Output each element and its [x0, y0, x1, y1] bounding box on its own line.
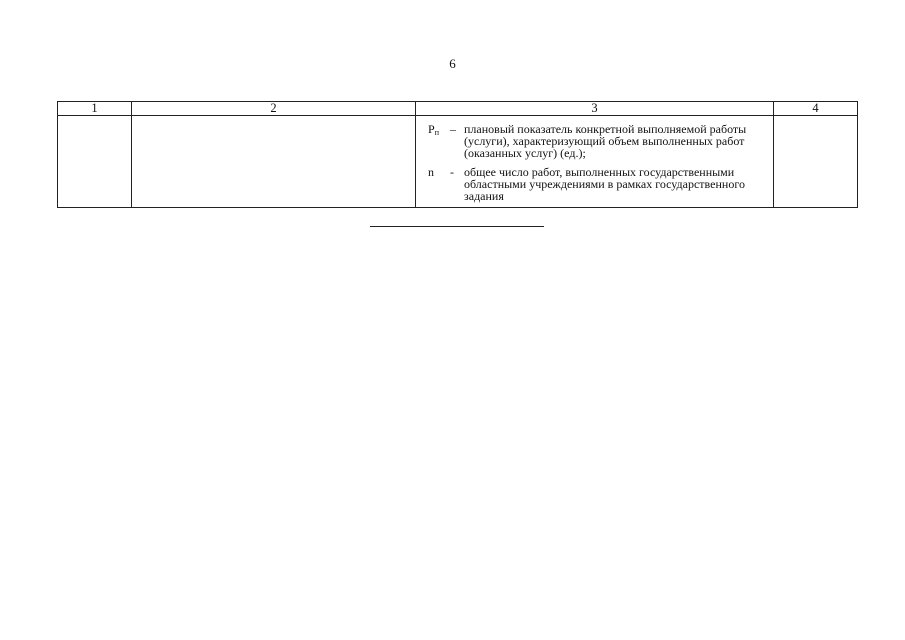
table-header-cell-3: 3 [416, 102, 774, 116]
table-header-cell-2: 2 [132, 102, 416, 116]
table-header-cell-4: 4 [774, 102, 858, 116]
table-cell-col4 [774, 116, 858, 208]
definition-dash: - [450, 165, 454, 179]
table-header-cell-1: 1 [58, 102, 132, 116]
document-table [57, 101, 858, 208]
definition-item [416, 116, 773, 159]
definition-item [416, 159, 773, 202]
page-number: 6 [449, 56, 456, 71]
table-cell-col1 [58, 116, 132, 208]
table-row [58, 116, 858, 208]
definition-text: плановый показатель конкретной выполняемой работы (услуги), характеризующий объем выполненных работ (оказанных услуг) (ед.); [464, 122, 747, 160]
table-cell-definitions [416, 116, 774, 208]
table-header-row [58, 102, 858, 116]
definition-dash: – [450, 122, 456, 136]
table-cell-col2 [132, 116, 416, 208]
definition-symbol: n [428, 165, 434, 179]
end-of-document-rule [370, 226, 544, 227]
definition-text: общее число работ, выполненных государственными областными учреждениями в рамках государственного задания [464, 165, 745, 203]
definition-symbol: $P_п$ [428, 122, 439, 137]
